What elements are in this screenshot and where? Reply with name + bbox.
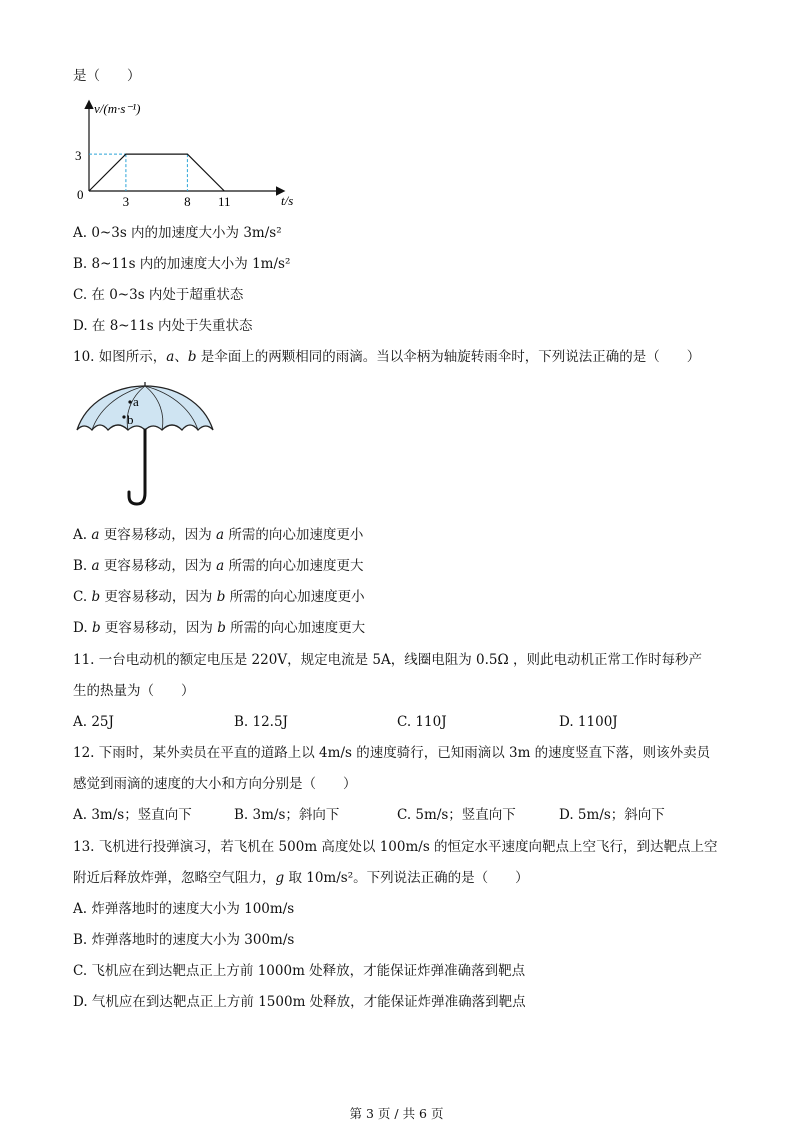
q9-option-c[interactable]: C. 在 0~3s 内处于超重状态 — [73, 287, 244, 303]
q12-option-a[interactable]: A. 3m/s；竖直向下 — [73, 807, 192, 823]
x-tick-label: 3 — [122, 194, 130, 209]
x-axis-label: t/s — [281, 193, 294, 208]
origin-label: 0 — [77, 187, 84, 202]
q11-option-c[interactable]: C. 110J — [397, 714, 447, 730]
q10-option-d[interactable]: D. b 更容易移动，因为 b 所需的向心加速度更大 — [73, 620, 366, 636]
x-tick-label: 11 — [218, 194, 231, 209]
raindrop-b-label: b — [127, 412, 134, 427]
velocity-line — [89, 154, 224, 191]
x-tick-label: 8 — [184, 194, 191, 209]
q10-option-c[interactable]: C. b 更容易移动，因为 b 所需的向心加速度更小 — [73, 589, 365, 605]
q13-stem-line1: 13. 飞机进行投弹演习，若飞机在 500m 高度处以 100m/s 的恒定水平速度向靶点上空飞行，到达靶点上空 — [73, 839, 718, 855]
umbrella-canopy — [77, 386, 213, 430]
umbrella-figure — [70, 380, 220, 512]
q12-option-d[interactable]: D. 5m/s；斜向下 — [559, 807, 665, 823]
y-axis-label: v/(m·s⁻¹) — [94, 101, 141, 116]
q12-stem-line2: 感觉到雨滴的速度的大小和方向分别是（ ） — [73, 776, 357, 792]
q11-option-d[interactable]: D. 1100J — [559, 714, 618, 730]
page-footer: 第 3 页 / 共 6 页 — [349, 1106, 444, 1121]
q13-option-c[interactable]: C. 飞机应在到达靶点正上方前 1000m 处释放，才能保证炸弹准确落到靶点 — [73, 963, 526, 979]
q13-option-d[interactable]: D. 气机应在到达靶点正上方前 1500m 处释放，才能保证炸弹准确落到靶点 — [73, 994, 526, 1010]
q9-option-a[interactable]: A. 0~3s 内的加速度大小为 3m/s² — [73, 225, 282, 241]
raindrop-b-dot — [122, 415, 125, 418]
q10-option-b[interactable]: B. a 更容易移动，因为 a 所需的向心加速度更大 — [73, 558, 364, 574]
raindrop-a-label: a — [133, 394, 139, 409]
q9-option-b[interactable]: B. 8~11s 内的加速度大小为 1m/s² — [73, 256, 291, 272]
q10-option-a[interactable]: A. a 更容易移动，因为 a 所需的向心加速度更小 — [73, 527, 364, 543]
y-tick-label: 3 — [75, 148, 82, 163]
q11-option-b[interactable]: B. 12.5J — [234, 714, 288, 730]
question-stem-continuation: 是（ ） — [73, 68, 141, 84]
q13-option-b[interactable]: B. 炸弹落地时的速度大小为 300m/s — [73, 932, 295, 948]
q10-stem: 10. 如图所示，a、b 是伞面上的两颗相同的雨滴。当以伞柄为轴旋转雨伞时，下列说法正确的是（ ） — [73, 349, 701, 365]
q11-option-a[interactable]: A. 25J — [73, 714, 114, 730]
raindrop-a-dot — [128, 400, 131, 403]
umbrella-handle — [129, 430, 145, 504]
q13-option-a[interactable]: A. 炸弹落地时的速度大小为 100m/s — [73, 901, 295, 917]
q9-option-d[interactable]: D. 在 8~11s 内处于失重状态 — [73, 318, 253, 334]
q12-option-b[interactable]: B. 3m/s；斜向下 — [234, 807, 340, 823]
q11-stem-line2: 生的热量为（ ） — [73, 683, 195, 699]
q12-stem-line1: 12. 下雨时，某外卖员在平直的道路上以 4m/s 的速度骑行，已知雨滴以 3m 的速度竖直下落，则该外卖员 — [73, 745, 711, 761]
q13-stem-line2: 附近后释放炸弹，忽略空气阻力，g 取 10m/s²。下列说法正确的是（ ） — [73, 870, 529, 886]
q12-option-c[interactable]: C. 5m/s；竖直向下 — [397, 807, 516, 823]
velocity-time-graph — [70, 96, 310, 216]
q11-stem-line1: 11. 一台电动机的额定电压是 220V，规定电流是 5A，线圈电阻为 0.5Ω ，则此电动机正常工作时每秒产 — [73, 652, 702, 668]
